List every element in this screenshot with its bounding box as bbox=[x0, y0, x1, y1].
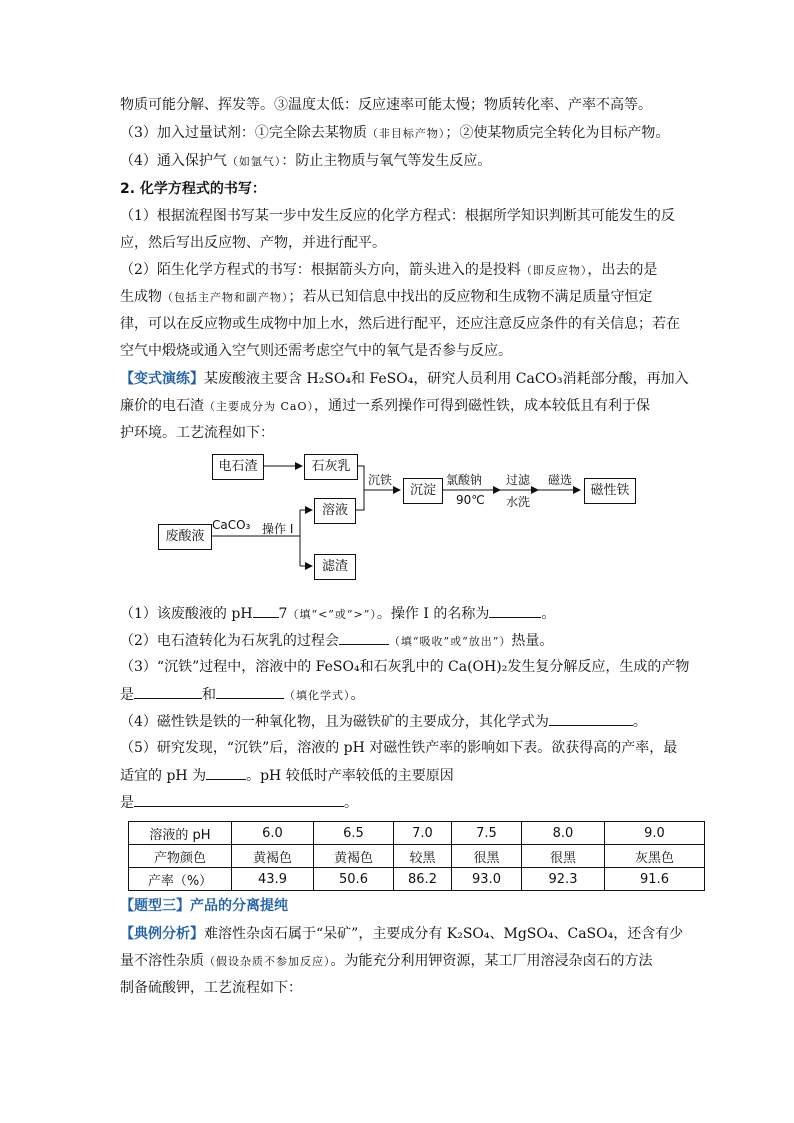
question-2: （2）电石渣转化为石灰乳的过程会 （填“吸收”或“放出”）热量。 bbox=[120, 630, 553, 652]
answer-blank[interactable] bbox=[216, 684, 284, 699]
flow-label-filtration: 过滤 bbox=[506, 473, 531, 487]
table-cell: 溶液的 pH bbox=[129, 822, 232, 845]
text-line: 量不溶性杂质（假设杂质不参加反应）。为能充分利用钾资源，某工厂用溶浸杂卤石的方法 bbox=[120, 953, 653, 969]
text-line: （2）陌生化学方程式的书写：根据箭头方向，箭头进入的是投料（即反应物），出去的是 bbox=[120, 262, 658, 278]
question-3: （3）“沉铁”过程中，溶液中的 FeSO₄和石灰乳中的 Ca(OH)₂发生复分解反应，生成的产物 bbox=[120, 659, 690, 675]
flow-box-waste-acid: 废酸液 bbox=[158, 524, 212, 550]
text-line: 空气中煅烧或通入空气则还需考虑空气中的氧气是否参与反应。 bbox=[120, 343, 512, 359]
question-5: （5）研究发现，“沉铁”后，溶液的 pH 对磁性铁产率的影响如下表。欲获得高的产率，最 bbox=[120, 740, 678, 756]
table-cell: 50.6 bbox=[314, 868, 394, 891]
text-line: 廉价的电石渣（主要成分为 CaO），通过一系列操作可得到磁性铁，成本较低且有利于保 bbox=[120, 398, 650, 414]
table-cell: 9.0 bbox=[605, 822, 705, 845]
question-1: （1）该废酸液的 pH 7（填“<”或“>”）。操作 I 的名称为 。 bbox=[120, 603, 555, 625]
table-cell: 7.5 bbox=[452, 822, 522, 845]
table-cell: 产率（%） bbox=[129, 868, 232, 891]
text-line: （4）通入保护气（如氩气）：防止主物质与氧气等发生反应。 bbox=[120, 153, 492, 169]
answer-blank[interactable] bbox=[549, 711, 633, 726]
table-cell: 产物颜色 bbox=[129, 845, 232, 868]
text-line: 【变式演练】某废酸液主要含 H₂SO₄和 FeSO₄，研究人员利用 CaCO₃消耗部分酸，再加入 bbox=[120, 371, 689, 387]
flow-label-magnetic-separation: 磁选 bbox=[548, 473, 573, 487]
flow-label-operation-one: 操作 I bbox=[262, 522, 294, 536]
question-5-cont: 是 。 bbox=[120, 792, 358, 813]
table-cell: 6.0 bbox=[232, 822, 314, 845]
flow-box-precipitate: 沉淀 bbox=[403, 478, 443, 504]
table-cell: 较黑 bbox=[394, 845, 452, 868]
text-line: （1）根据流程图书写某一步中发生反应的化学方程式：根据所学知识判断其可能发生的反 bbox=[120, 208, 675, 224]
answer-blank[interactable] bbox=[134, 792, 344, 807]
answer-blank[interactable] bbox=[339, 630, 389, 645]
table-cell: 黄褐色 bbox=[314, 845, 394, 868]
answer-blank[interactable] bbox=[489, 603, 541, 618]
flow-box-magnetic-iron: 磁性铁 bbox=[584, 478, 636, 504]
flow-label-water-wash: 水洗 bbox=[506, 495, 531, 509]
text-line: 律，可以在反应物或生成物中加上水，然后进行配平，还应注意反应条件的有关信息；若在 bbox=[120, 316, 680, 332]
question-4: （4）磁性铁是铁的一种氧化物，且为磁铁矿的主要成分，其化学式为 。 bbox=[120, 711, 647, 732]
table-cell: 灰黑色 bbox=[605, 845, 705, 868]
table-cell: 92.3 bbox=[522, 868, 605, 891]
text-line: 【典例分析】难溶性杂卤石属于“呆矿”，主要成分有 K₂SO₄、MgSO₄、CaSO₄，还含有少 bbox=[120, 926, 684, 942]
text-line: 制备硫酸钾，工艺流程如下： bbox=[120, 980, 302, 996]
text-line: 生成物（包括主产物和副产物）；若从已知信息中找出的反应物和生成物不满足质量守恒定 bbox=[120, 289, 653, 305]
variant-practice-tag: 【变式演练】 bbox=[120, 371, 204, 387]
text-line: 物质可能分解、挥发等。③温度太低：反应速率可能太慢；物质转化率、产率不高等。 bbox=[120, 97, 652, 113]
table-cell: 很黑 bbox=[522, 845, 605, 868]
question-type-heading: 【题型三】产品的分离提纯 bbox=[120, 898, 288, 914]
table-cell: 很黑 bbox=[452, 845, 522, 868]
flow-box-lime-milk: 石灰乳 bbox=[304, 454, 358, 480]
section-heading: 2. 化学方程式的书写： bbox=[120, 181, 266, 197]
table-cell: 43.9 bbox=[232, 868, 314, 891]
flow-box-solution: 溶液 bbox=[314, 498, 356, 524]
table-cell: 6.5 bbox=[314, 822, 394, 845]
table-cell: 86.2 bbox=[394, 868, 452, 891]
ph-yield-table bbox=[128, 821, 705, 891]
table-cell: 93.0 bbox=[452, 868, 522, 891]
table-cell: 7.0 bbox=[394, 822, 452, 845]
table-cell: 91.6 bbox=[605, 868, 705, 891]
table-cell: 8.0 bbox=[522, 822, 605, 845]
flow-label-temperature: 90℃ bbox=[456, 493, 485, 507]
table-row bbox=[129, 822, 705, 845]
example-analysis-tag: 【典例分析】 bbox=[120, 926, 204, 942]
flow-label-iron-precipitation: 沉铁 bbox=[368, 473, 393, 487]
table-row bbox=[129, 868, 705, 891]
flow-box-filter-residue: 滤渣 bbox=[314, 554, 356, 580]
question-3-cont: 是 和 （填化学式）。 bbox=[120, 684, 365, 706]
answer-blank[interactable] bbox=[134, 684, 202, 699]
answer-blank[interactable] bbox=[206, 765, 246, 780]
table-cell: 黄褐色 bbox=[232, 845, 314, 868]
text-line: （3）加入过量试剂：①完全除去某物质（非目标产物）；②使某物质完全转化为目标产物。 bbox=[120, 125, 670, 141]
text-line: 护环境。工艺流程如下： bbox=[120, 425, 274, 441]
table-row bbox=[129, 845, 705, 868]
question-5-cont: 适宜的 pH 为 。pH 较低时产率较低的主要原因 bbox=[120, 765, 454, 786]
flow-box-calcium-carbide-slag: 电石渣 bbox=[212, 454, 264, 480]
text-line: 应，然后写出反应物、产物，并进行配平。 bbox=[120, 235, 386, 251]
answer-blank[interactable] bbox=[253, 603, 279, 618]
flow-label-sodium-chlorate: 氯酸钠 bbox=[446, 473, 483, 487]
flow-label-calcium-carbonate: CaCO₃ bbox=[212, 518, 251, 532]
